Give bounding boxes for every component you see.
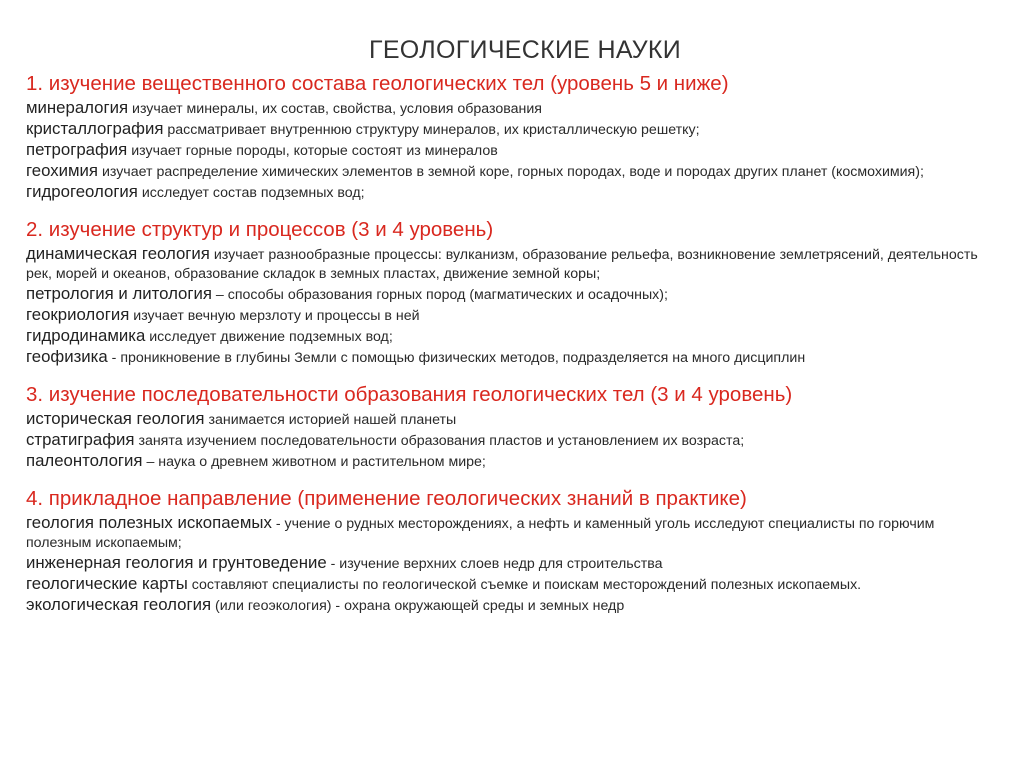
entry-term: геология полезных ископаемых bbox=[26, 513, 272, 532]
entry-stratigraphy bbox=[26, 430, 984, 451]
entry-hydrogeology bbox=[26, 182, 984, 203]
entry-petrology bbox=[26, 284, 984, 305]
entry-desc: изучает распределение химических элементов в земной коре, горных породах, воде и породах других планет (космохимия); bbox=[98, 164, 924, 180]
entry-desc: занята изучением последовательности образования пластов и установлением их возраста; bbox=[134, 433, 745, 449]
entry-desc: исследует состав подземных вод; bbox=[137, 185, 365, 201]
entry-desc: изучает горные породы, которые состоят из минералов bbox=[127, 143, 498, 159]
entry-desc: занимается историей нашей планеты bbox=[204, 412, 457, 428]
entry-mineralogy bbox=[26, 98, 984, 119]
section-heading: 3. изучение последовательности образования геологических тел (3 и 4 уровень) bbox=[26, 383, 793, 406]
entry-term: геокриология bbox=[26, 305, 130, 324]
entry-desc: изучает вечную мерзлоту и процессы в ней bbox=[129, 308, 420, 324]
entry-paleontology bbox=[26, 451, 984, 472]
entry-term: стратиграфия bbox=[26, 430, 135, 449]
entry-term: историческая геология bbox=[26, 409, 205, 428]
entry-desc: (или геоэкология) - охрана окружающей среды и земных недр bbox=[211, 598, 625, 614]
entry-term: гидродинамика bbox=[26, 326, 146, 345]
entry-term: экологическая геология bbox=[26, 595, 212, 614]
entry-historical-geology bbox=[26, 409, 984, 430]
section-sequence bbox=[26, 382, 984, 472]
entry-ecological-geology bbox=[26, 595, 984, 616]
entry-geochemistry bbox=[26, 161, 984, 182]
entry-geological-maps bbox=[26, 574, 984, 595]
entry-term: геохимия bbox=[26, 161, 98, 180]
entry-term: динамическая геология bbox=[26, 244, 210, 263]
entry-desc: - проникновение в глубины Земли с помощью физических методов, подразделяется на много дисциплин bbox=[107, 350, 806, 366]
entry-desc: изучает минералы, их состав, свойства, условия образования bbox=[128, 101, 542, 117]
entry-term: геофизика bbox=[26, 347, 108, 366]
entry-term: инженерная геология и грунтоведение bbox=[26, 553, 327, 572]
entry-geophysics bbox=[26, 347, 984, 368]
section-heading: 1. изучение вещественного состава геологических тел (уровень 5 и ниже) bbox=[26, 72, 729, 95]
entry-desc: составляют специалисты по геологической съемке и поискам месторождений полезных ископаемых. bbox=[187, 577, 862, 593]
section-applied bbox=[26, 486, 984, 616]
section-heading: 4. прикладное направление (применение геологических знаний в практике) bbox=[26, 487, 747, 510]
entry-term: палеонтология bbox=[26, 451, 143, 470]
entry-desc: изучает разнообразные процессы: вулканизм, образование рельефа, возникновение землетрясений, деятельность рек, морей и океанов, образование складок в земных пластах, движение земной коры; bbox=[26, 247, 978, 282]
entry-hydrodynamics bbox=[26, 326, 984, 347]
slide-title: ГЕОЛОГИЧЕСКИЕ НАУКИ bbox=[368, 36, 682, 64]
entry-term: кристаллография bbox=[26, 119, 164, 138]
entry-term: петрология и литология bbox=[26, 284, 212, 303]
entry-petrography bbox=[26, 140, 984, 161]
section-composition bbox=[26, 71, 984, 203]
entry-desc: рассматривает внутреннюю структуру минералов, их кристаллическую решетку; bbox=[163, 122, 700, 138]
entry-mineral-deposits bbox=[26, 513, 984, 553]
entry-desc: - учение о рудных месторождениях, а нефть и каменный уголь исследуют специалисты по горючим полезным ископаемым; bbox=[26, 516, 935, 551]
entry-term: петрография bbox=[26, 140, 128, 159]
entry-geocryology bbox=[26, 305, 984, 326]
entry-desc: – способы образования горных пород (магматических и осадочных); bbox=[211, 287, 668, 303]
entry-engineering-geology bbox=[26, 553, 984, 574]
section-heading: 2. изучение структур и процессов (3 и 4 уровень) bbox=[26, 218, 494, 241]
entry-desc: – наука о древнем животном и растительном мире; bbox=[142, 454, 486, 470]
entry-desc: исследует движение подземных вод; bbox=[145, 329, 393, 345]
entry-term: гидрогеология bbox=[26, 182, 138, 201]
entry-term: геологические карты bbox=[26, 574, 188, 593]
entry-dynamic-geology bbox=[26, 244, 984, 284]
entry-crystallography bbox=[26, 119, 984, 140]
entry-term: минералогия bbox=[26, 98, 129, 117]
entry-desc: - изучение верхних слоев недр для строительства bbox=[326, 556, 663, 572]
section-structures bbox=[26, 217, 984, 368]
